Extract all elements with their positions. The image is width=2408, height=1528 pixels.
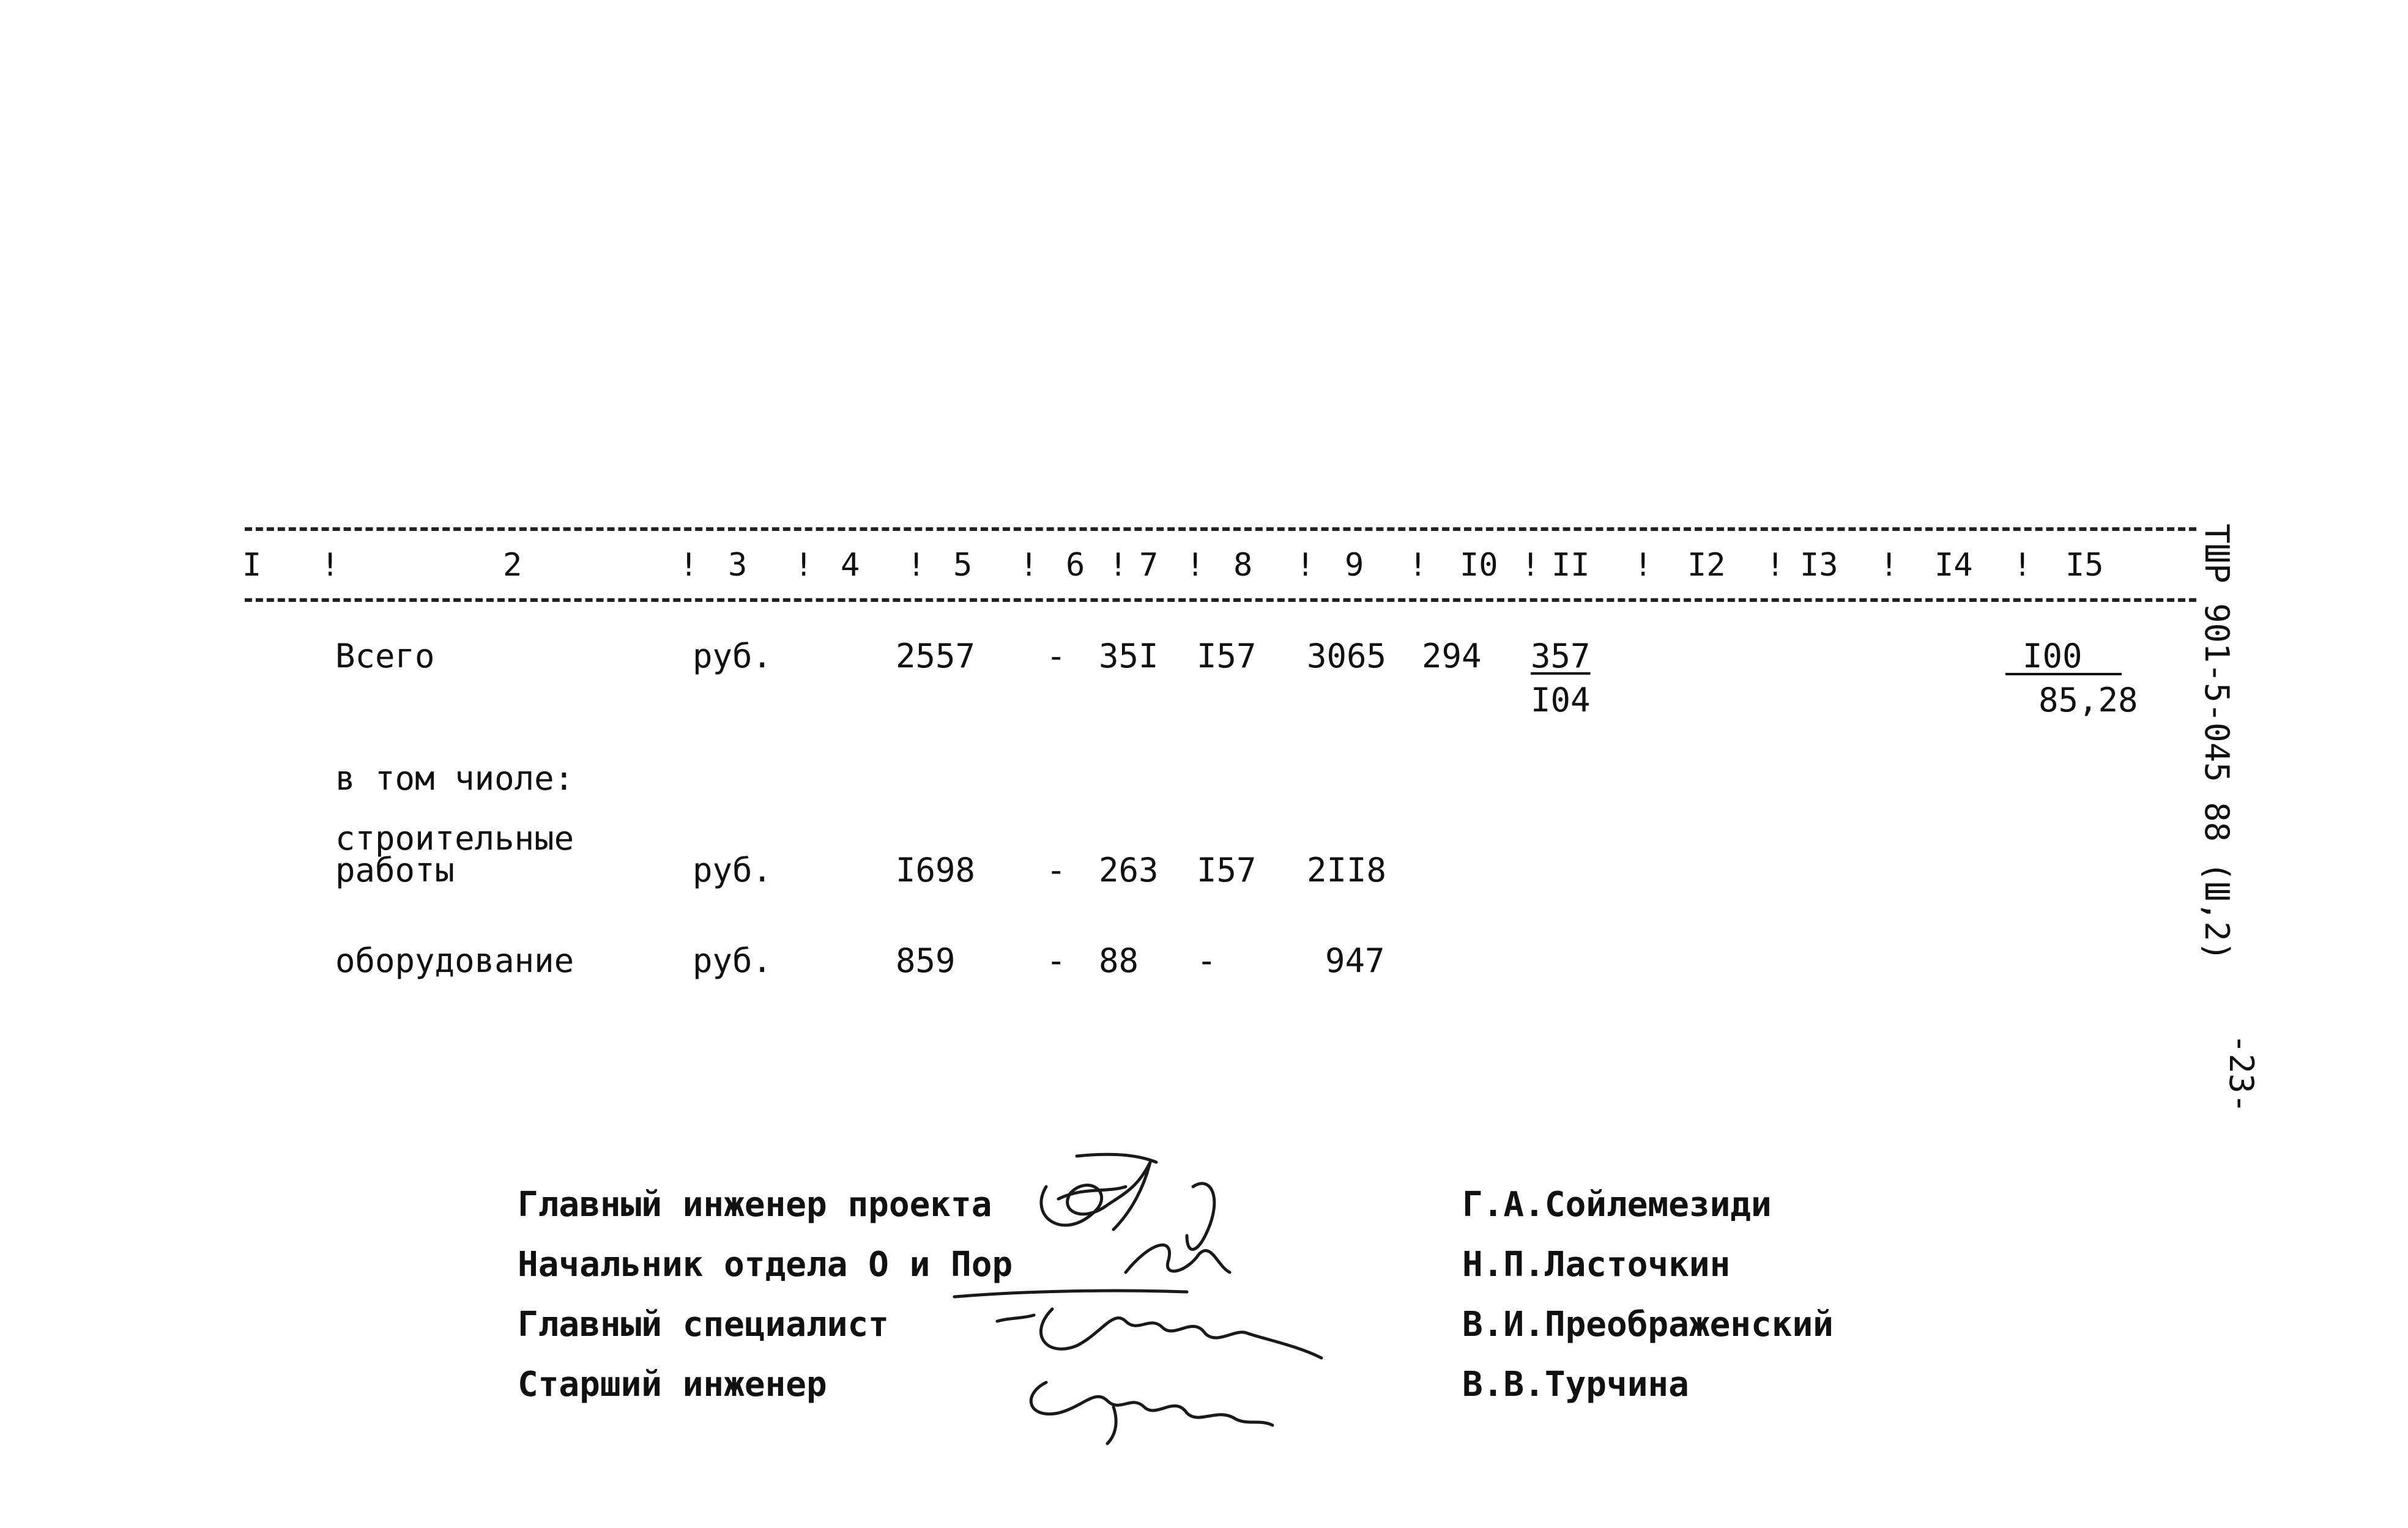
header-cell: I5 — [2065, 547, 2104, 584]
header-separator: ! — [1186, 547, 1205, 584]
header-separator: ! — [794, 547, 814, 584]
cell-col6: - — [1046, 637, 1066, 675]
document-code: ТШР 901-5-045 88 (Ш,2) — [2198, 524, 2236, 962]
header-separator: ! — [1408, 547, 1428, 584]
header-cell: 2 — [503, 547, 522, 584]
header-separator: ! — [1633, 547, 1653, 584]
row-unit: руб. — [693, 941, 773, 980]
header-separator: ! — [1879, 547, 1899, 584]
header-cell: 8 — [1233, 547, 1253, 584]
fraction-line — [2005, 673, 2122, 675]
header-separator: ! — [1766, 547, 1785, 584]
signer-title: Главный инженер проекта — [518, 1185, 992, 1225]
header-cell: I — [242, 547, 262, 584]
signer-title: Старший инженер — [518, 1365, 827, 1404]
header-separator: ! — [1019, 547, 1039, 584]
row-label: Всего — [335, 637, 435, 675]
header-separator: ! — [1296, 547, 1315, 584]
cell-col9: 3065 — [1307, 637, 1387, 675]
row-label: оборудование — [335, 941, 574, 980]
cell-col6: - — [1046, 941, 1066, 980]
header-cell: 6 — [1066, 547, 1085, 584]
header-separator: ! — [679, 547, 699, 584]
cell-col15-denominator: 85,28 — [2038, 681, 2138, 719]
header-separator: ! — [1109, 547, 1128, 584]
header-top-rule — [245, 527, 2196, 531]
header-cell: II — [1551, 547, 1590, 584]
handwritten-signatures — [954, 1150, 1395, 1444]
cell-col10: 294 — [1422, 637, 1482, 675]
header-separator: ! — [2013, 547, 2032, 584]
header-cell: 4 — [841, 547, 860, 584]
row-unit: руб. — [693, 637, 773, 675]
cell-col8: I57 — [1197, 637, 1257, 675]
signer-title: Начальник отдела О и Пор — [518, 1245, 1013, 1285]
cell-col7: 88 — [1099, 941, 1139, 980]
cell-col6: - — [1046, 851, 1066, 889]
header-cell: 5 — [953, 547, 973, 584]
cell-col11-denominator: I04 — [1531, 681, 1591, 719]
header-separator: ! — [907, 547, 926, 584]
header-bottom-rule — [245, 598, 2196, 602]
signer-name: Н.П.Ласточкин — [1462, 1245, 1731, 1285]
cell-col8: I57 — [1197, 851, 1257, 889]
header-cell: 3 — [728, 547, 748, 584]
including-label: в том чиоле: — [335, 759, 574, 798]
header-cell: I4 — [1934, 547, 1973, 584]
cell-col8: - — [1197, 941, 1217, 980]
signer-name: В.И.Преображенский — [1462, 1305, 1834, 1344]
cell-col7: 263 — [1099, 851, 1159, 889]
header-cell: 7 — [1139, 547, 1159, 584]
header-cell: I2 — [1687, 547, 1726, 584]
row-label-line2: работы — [335, 851, 455, 889]
cell-col5: 2557 — [896, 637, 976, 675]
cell-col11-numerator: 357 — [1531, 637, 1591, 675]
header-cell: I3 — [1800, 547, 1838, 584]
signer-title: Главный специалист — [518, 1305, 889, 1344]
signer-name: В.В.Турчина — [1462, 1365, 1689, 1404]
row-label-line1: строительные — [335, 819, 574, 858]
cell-col7: 35I — [1099, 637, 1159, 675]
page-number: -23- — [2222, 1034, 2261, 1114]
header-cell: 9 — [1345, 547, 1364, 584]
cell-col15-numerator: I00 — [2023, 637, 2083, 675]
cell-col5: I698 — [896, 851, 976, 889]
cell-col5: 859 — [896, 941, 956, 980]
header-cell: I0 — [1460, 547, 1498, 584]
header-separator: ! — [1521, 547, 1540, 584]
cell-col9: 947 — [1325, 941, 1385, 980]
row-unit: руб. — [693, 851, 773, 889]
signer-name: Г.А.Сойлемезиди — [1462, 1185, 1772, 1225]
cell-col9: 2II8 — [1307, 851, 1387, 889]
header-separator: ! — [321, 547, 340, 584]
